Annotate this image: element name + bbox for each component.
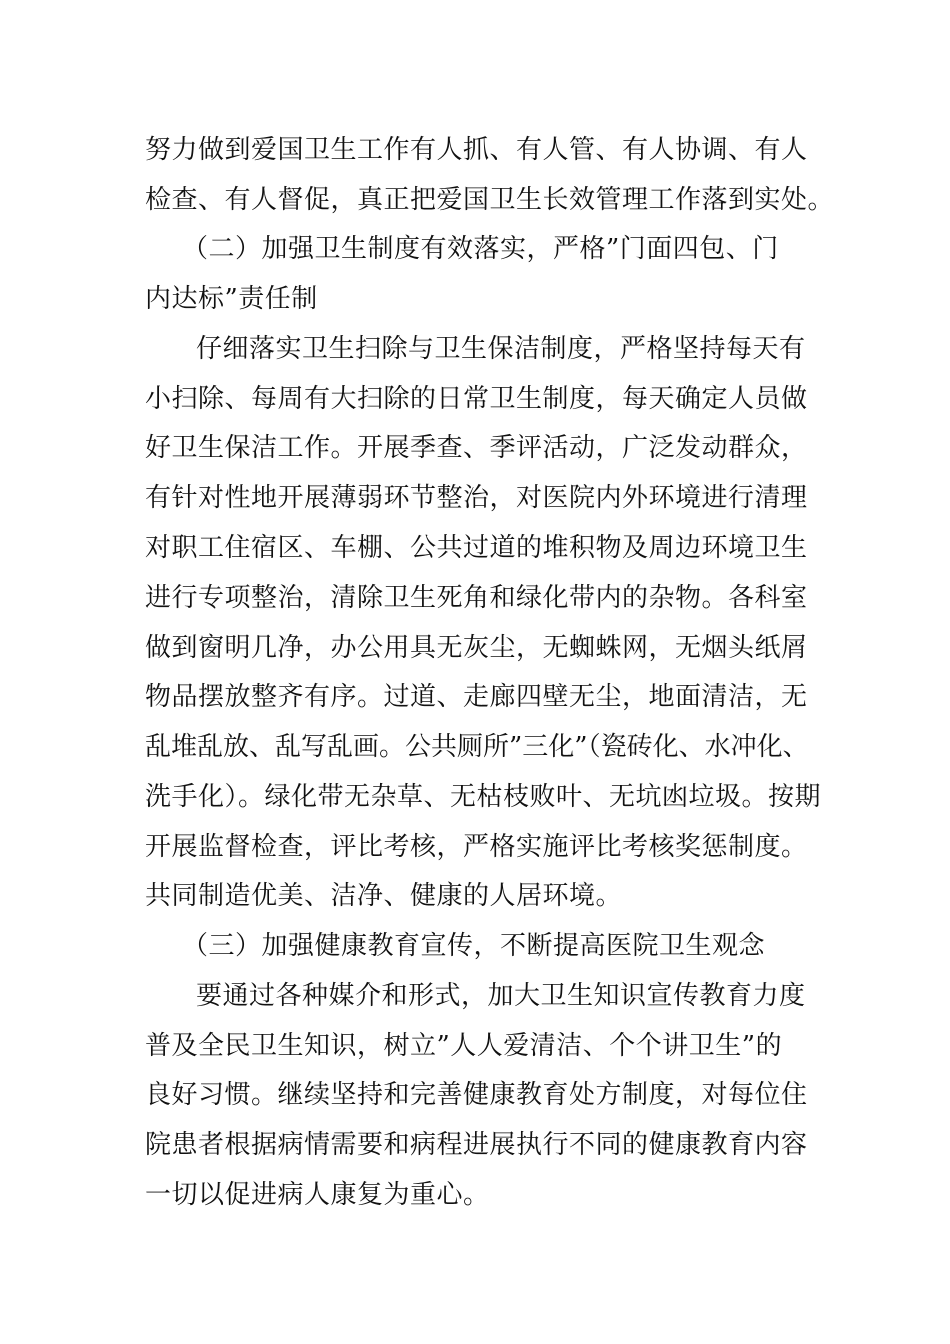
paragraph-start: 要通过各种媒介和形式，加大卫生知识宣传教育力度 xyxy=(196,981,806,1011)
text-line: 洗手化）。绿化带无杂草、无枯枝败叶、无坑凼垃圾。按期 xyxy=(145,782,822,812)
text-line: 小扫除、每周有大扫除的日常卫生制度，每天确定人员做 xyxy=(145,384,808,414)
text-line: 检查、有人督促，真正把爱国卫生长效管理工作落到实处。 xyxy=(145,185,835,215)
text-line: 进行专项整治，清除卫生死角和绿化带内的杂物。各科室 xyxy=(145,583,808,613)
text-line: 努力做到爱国卫生工作有人抓、有人管、有人协调、有人 xyxy=(145,135,808,165)
text-line: 院患者根据病情需要和病程进展执行不同的健康教育内容 xyxy=(145,1130,808,1160)
section-heading-2-cont: 内达标”责任制 xyxy=(145,284,318,314)
text-line: 普及全民卫生知识，树立”人人爱清洁、个个讲卫生”的 xyxy=(145,1031,783,1061)
text-line: 良好习惯。继续坚持和完善健康教育处方制度，对每位住 xyxy=(145,1080,808,1110)
section-heading-3: （三）加强健康教育宣传，不断提高医院卫生观念 xyxy=(182,931,766,961)
text-line: 开展监督检查，评比考核，严格实施评比考核奖惩制度。 xyxy=(145,832,808,862)
text-line: 有针对性地开展薄弱环节整治，对医院内外环境进行清理 xyxy=(145,483,808,513)
text-line: 好卫生保洁工作。开展季查、季评活动，广泛发动群众， xyxy=(145,433,808,463)
text-line: 对职工住宿区、车棚、公共过道的堆积物及周边环境卫生 xyxy=(145,533,808,563)
paragraph-start: 仔细落实卫生扫除与卫生保洁制度，严格坚持每天有 xyxy=(196,334,806,364)
text-line: 物品摆放整齐有序。过道、走廊四壁无尘，地面清洁，无 xyxy=(145,682,808,712)
text-line: 共同制造优美、洁净、健康的人居环境。 xyxy=(145,881,623,911)
section-heading-2: （二）加强卫生制度有效落实，严格”门面四包、门 xyxy=(182,234,779,264)
text-line: 乱堆乱放、乱写乱画。公共厕所”三化”（瓷砖化、水冲化、 xyxy=(145,732,809,762)
text-line: 一切以促进病人康复为重心。 xyxy=(145,1180,490,1210)
text-line: 做到窗明几净，办公用具无灰尘，无蜘蛛网，无烟头纸屑 xyxy=(145,633,808,663)
